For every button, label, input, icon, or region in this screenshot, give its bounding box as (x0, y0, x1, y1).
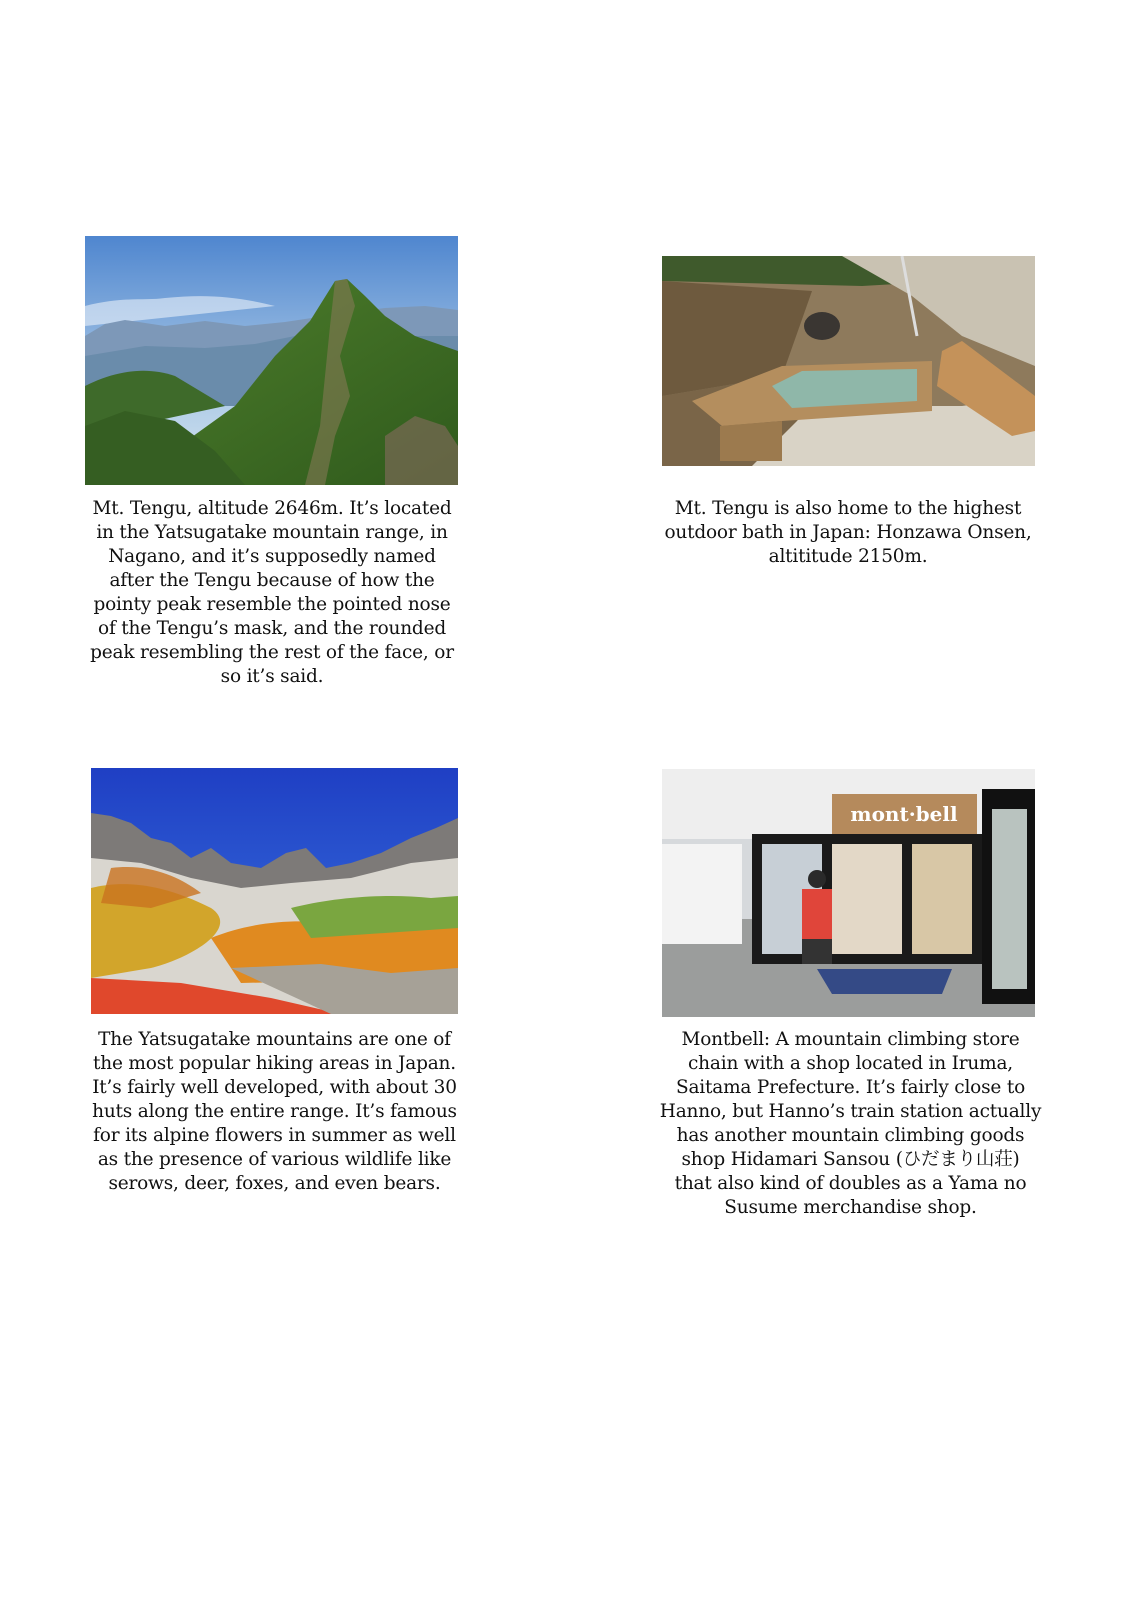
caption-line: after the Tengu because of how the (109, 570, 435, 591)
caption-line: huts along the entire range. It’s famous (92, 1101, 457, 1122)
mt-tengu-photo (85, 236, 458, 485)
caption-line: Susume merchandise shop. (724, 1197, 977, 1218)
caption-line: chain with a shop located in Iruma, (688, 1053, 1013, 1074)
caption-line: Saitama Prefecture. It’s fairly close to (675, 1077, 1026, 1098)
montbell-caption (658, 1028, 1043, 1220)
montbell-sign: mont·bell (850, 802, 958, 826)
honzawa-onsen-caption (658, 497, 1038, 569)
caption-line: peak resembling the rest of the face, or (90, 642, 454, 663)
caption-line: Hanno, but Hanno’s train station actually (659, 1101, 1042, 1122)
caption-line: for its alpine flowers in summer as well (93, 1125, 456, 1146)
caption-line: Mt. Tengu is also home to the highest (674, 498, 1022, 519)
caption-line: altititude 2150m. (768, 546, 928, 567)
caption-line: Montbell: A mountain climbing store (681, 1029, 1020, 1050)
caption-line: has another mountain climbing goods (676, 1125, 1025, 1146)
montbell-store-photo (662, 769, 1035, 1017)
caption-line: shop Hidamari Sansou (ひだまり山荘) (681, 1149, 1020, 1170)
caption-line: Nagano, and it’s supposedly named (108, 546, 436, 567)
honzawa-onsen-photo (662, 256, 1035, 466)
caption-line: that also kind of doubles as a Yama no (674, 1173, 1027, 1194)
yatsugatake-autumn-photo (91, 768, 458, 1014)
caption-line: of the Tengu’s mask, and the rounded (98, 618, 446, 639)
caption-line: in the Yatsugatake mountain range, in (96, 522, 448, 543)
caption-line: outdoor bath in Japan: Honzawa Onsen, (664, 522, 1032, 543)
caption-line: It’s fairly well developed, with about 30 (92, 1077, 457, 1098)
caption-line: Mt. Tengu, altitude 2646m. It’s located (92, 498, 452, 519)
caption-line: pointy peak resemble the pointed nose (93, 594, 451, 615)
mt-tengu-caption (82, 497, 462, 689)
caption-line: as the presence of various wildlife like (97, 1149, 452, 1170)
caption-line: so it’s said. (220, 666, 324, 687)
yatsugatake-caption (82, 1028, 467, 1196)
caption-line: the most popular hiking areas in Japan. (93, 1053, 456, 1074)
caption-line: The Yatsugatake mountains are one of (98, 1029, 451, 1050)
caption-line: serows, deer, foxes, and even bears. (108, 1173, 441, 1194)
